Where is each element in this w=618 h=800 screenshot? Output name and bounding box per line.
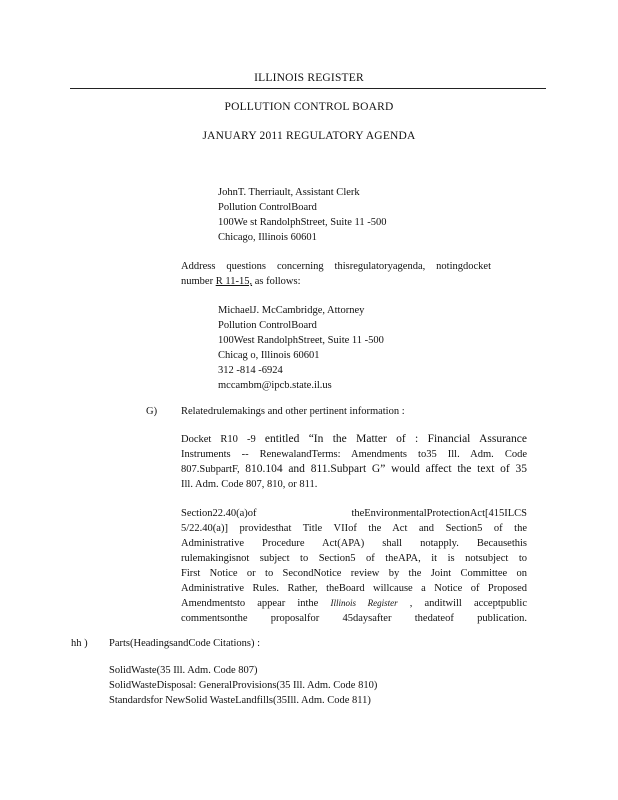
header-divider [70, 88, 546, 89]
clerk-street: 100We st RandolphStreet, Suite 11 -500 [218, 217, 387, 228]
clerk-contact-block [218, 185, 458, 245]
section-line-6: Administrative Rules. Rather, theBoard willcause a Notice of Proposed [181, 583, 527, 594]
item-hh-heading: Parts(HeadingsandCode Citations) : [109, 638, 261, 649]
address-line-1: Address questions concerning thisregulatoryagenda, notingdocket [181, 261, 491, 272]
docket-line-1 [181, 432, 527, 447]
journal-name: Illinois Register [330, 598, 398, 608]
attorney-contact-block [218, 303, 458, 393]
section-line-1: Section22.40(a)of theEnvironmentalProtectionAct[415ILCS [181, 508, 527, 519]
public-comment-text: , anditwill acceptpublic [397, 598, 528, 609]
clerk-name: JohnT. Therriault, Assistant Clerk [218, 187, 360, 198]
docket-line-2: Instruments -- RenewalandTerms: Amendments to35 Ill. Adm. Code [181, 449, 527, 460]
list-item: SolidWasteDisposal: GeneralProvisions(35 Ill. Adm. Code 810) [109, 680, 378, 691]
docket-sections: 810.104 and 811.Subpart G” would affect the text of 35 [245, 463, 527, 475]
docket-number: Docket R10 -9 [181, 434, 265, 445]
section-line-8: commentsonthe proposalfor 45daysafter thedateof publication. [181, 613, 527, 624]
list-item: Standardsfor NewSolid WasteLandfills(35Ill. Adm. Code 811) [109, 695, 371, 706]
address-line-2 [181, 274, 491, 289]
section-line-5: First Notice or to SecondNotice review by the Joint Committee on [181, 568, 527, 579]
address-questions-paragraph [181, 259, 491, 289]
number-label: number [181, 276, 216, 287]
docket-reference: R 11-15, [215, 276, 253, 287]
attorney-street: 100West RandolphStreet, Suite 11 -500 [218, 335, 384, 346]
agenda-title: JANUARY 2011 REGULATORY AGENDA [202, 130, 416, 142]
docket-line-3 [181, 462, 527, 477]
register-title: ILLINOIS REGISTER [254, 72, 364, 84]
item-g-heading: Relatedrulemakings and other pertinent information : [181, 406, 405, 417]
docket-line-4: Ill. Adm. Code 807, 810, or 811. [181, 479, 318, 490]
appear-text: Amendmentsto appear inthe [181, 598, 331, 609]
section-line-3: Administrative Procedure Act(APA) shall notapply. Becausethis [181, 538, 527, 549]
section-line-7 [181, 596, 527, 611]
docket-paragraph [181, 432, 527, 492]
section-line-4: rulemakingisnot subject to Section5 of theAPA, it is notsubject to [181, 553, 527, 564]
section-22-40-paragraph [181, 506, 527, 626]
attorney-email: mccambm@ipcb.state.il.us [218, 380, 332, 391]
parts-list [109, 663, 469, 708]
docket-title: entitled “In the Matter of : Financial Assurance [264, 433, 527, 445]
clerk-city: Chicago, Illinois 60601 [218, 232, 317, 243]
attorney-name: MichaelJ. McCambridge, Attorney [218, 305, 365, 316]
attorney-org: Pollution ControlBoard [218, 320, 317, 331]
board-title: POLLUTION CONTROL BOARD [224, 101, 394, 113]
attorney-city: Chicag o, Illinois 60601 [218, 350, 320, 361]
clerk-org: Pollution ControlBoard [218, 202, 317, 213]
item-g-marker: G) [146, 406, 158, 417]
as-follows-text: as follows: [252, 276, 301, 287]
docket-subpart: 807.SubpartF, [181, 464, 246, 475]
list-item: SolidWaste(35 Ill. Adm. Code 807) [109, 665, 258, 676]
section-line-2: 5/22.40(a)] providesthat Title VIIof the Act and Section5 of the [181, 523, 527, 534]
item-hh-marker: hh ) [71, 638, 88, 649]
attorney-phone: 312 -814 -6924 [218, 365, 283, 376]
